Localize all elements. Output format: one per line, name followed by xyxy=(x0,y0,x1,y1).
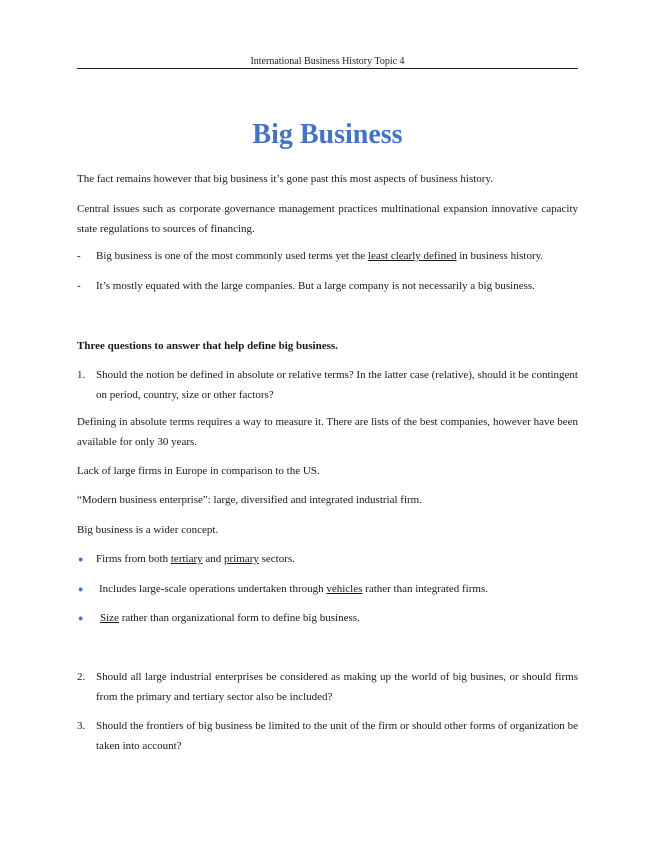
dash-item-1 xyxy=(96,247,578,267)
bullet-item-1-text-after: sectors. xyxy=(258,553,295,565)
paragraph-large-firms-europe: Lack of large firms in Europe in comparison to the US. xyxy=(77,465,320,477)
page-title: Big Business xyxy=(252,119,403,150)
question-1-text: Should the notion be defined in absolute or relative terms? In the latter case (relative), should it be contingent on period, country, size or other factors? xyxy=(96,369,578,401)
question-3-text: Should the frontiers of big business be limited to the unit of the firm or should other forms of organization be taken into account? xyxy=(96,720,578,752)
bullet-item-2-text-after: rather than integrated firms. xyxy=(362,583,488,595)
dash-item-1-text-after: in business history. xyxy=(456,250,544,262)
underlined-term-tertiary: tertiary xyxy=(170,553,203,565)
bullet-dot-icon: ● xyxy=(78,554,84,564)
header-divider xyxy=(77,68,578,69)
intro-paragraph-2: Central issues such as corporate governance management practices multinational expansion innovative capacity state regulations to sources of financing. xyxy=(77,203,578,235)
intro-paragraph-1: The fact remains however that big business it’s gone past this most aspects of business history. xyxy=(77,173,493,185)
dash-marker: - xyxy=(77,250,81,262)
underlined-term-size: Size xyxy=(100,612,119,624)
paragraph-modern-business-enterprise: “Modern business enterprise”: large, diversified and integrated industrial firm. xyxy=(77,494,422,506)
bullet-item-2-text-before: Includes large-scale operations undertaken through xyxy=(99,583,327,595)
question-2-text: Should all large industrial enterprises be considered as making up the world of big busines, or should firms from the primary and tertiary sector also be included? xyxy=(96,671,578,703)
dash-item-1-text-before: Big business is one of the most commonly used terms yet the xyxy=(96,250,368,262)
running-header: International Business History Topic 4 xyxy=(250,56,405,67)
dash-marker: - xyxy=(77,280,81,292)
bullet-item-3 xyxy=(100,609,582,629)
paragraph-absolute-terms: Defining in absolute terms requires a way to measure it. There are lists of the best companies, however have been available for only 30 years. xyxy=(77,416,578,448)
bullet-dot-icon: ● xyxy=(78,584,84,594)
section-heading: Three questions to answer that help define big business. xyxy=(77,340,338,352)
underlined-term-least-clearly-defined: least clearly defined xyxy=(367,250,457,262)
paragraph-wider-concept: Big business is a wider concept. xyxy=(77,524,219,536)
question-3-number: 3. xyxy=(77,720,86,732)
question-2-number: 2. xyxy=(77,671,86,683)
bullet-item-1 xyxy=(96,550,578,570)
bullet-dot-icon: ● xyxy=(78,613,84,623)
bullet-item-1-text-mid: and xyxy=(202,553,225,565)
question-1-number: 1. xyxy=(77,369,86,381)
bullet-item-1-text-before: Firms from both xyxy=(96,553,171,565)
bullet-item-3-text-after: rather than organizational form to define big business. xyxy=(118,612,360,624)
bullet-item-2 xyxy=(99,580,581,600)
underlined-term-vehicles: vehicles xyxy=(326,583,363,595)
underlined-term-primary: primary xyxy=(224,553,259,565)
dash-item-2: It’s mostly equated with the large companies. But a large company is not necessarily a big business. xyxy=(96,280,535,292)
